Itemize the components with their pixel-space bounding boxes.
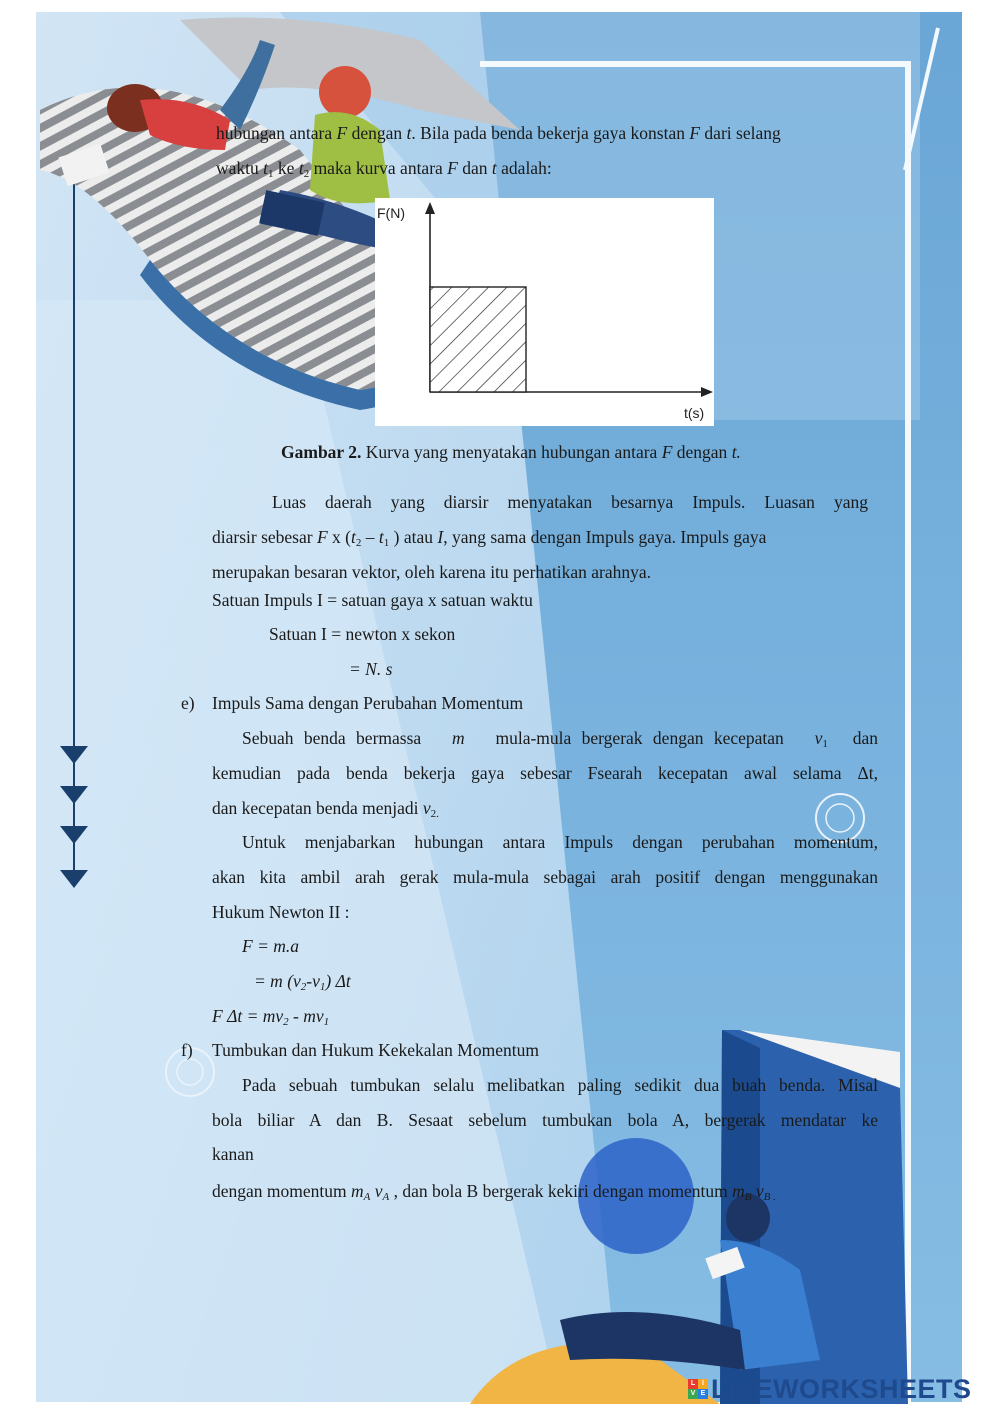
liveworksheets-logo[interactable] [688, 1374, 972, 1404]
section-f-title: Tumbukan dan Hukum Kekekalan Momentum [212, 1040, 539, 1060]
var-t: t [406, 123, 412, 143]
var-I: I [437, 527, 444, 547]
text-run: dari selang [700, 123, 781, 143]
section-f-marker: f) [181, 1040, 193, 1060]
var-v: v [422, 798, 431, 818]
figure-caption [281, 441, 741, 463]
text-run: hubungan antara [216, 123, 337, 143]
para1-line-2 [212, 526, 766, 548]
section-f-line-4 [212, 1180, 776, 1202]
text-run: F Δt = mv [212, 1006, 284, 1026]
text-run: mula-mula bergerak dengan kecepatan [485, 728, 795, 748]
text-run: , yang sama dengan Impuls gaya. Impuls gaya [443, 527, 767, 547]
caption-label: Gambar 2. [281, 442, 362, 462]
chart-xlabel: t(s) [684, 405, 705, 421]
chart-ylabel: F(N) [377, 205, 405, 221]
logo-letter: E [698, 1389, 708, 1399]
caption-text: dengan [672, 442, 732, 462]
para1-line-1: Luas daerah yang diarsir menyatakan besarnya Impuls. Luasan yang [272, 492, 868, 512]
var-v: v [814, 728, 823, 748]
text-run: ) atau [389, 527, 438, 547]
text-run: ) Δt [325, 971, 351, 991]
section-e-p1-line-2: kemudian pada benda bekerja gaya sebesar Fsearah kecepatan awal selama Δt, [212, 763, 878, 783]
var-t: t [378, 527, 384, 547]
text-run: dan kecepatan benda menjadi [212, 798, 423, 818]
units-line-3: = N. s [349, 659, 393, 679]
units-line-1: Satuan Impuls I = satuan gaya x satuan waktu [212, 590, 533, 610]
subscript: B [744, 1191, 752, 1203]
subscript: 2. [430, 808, 439, 820]
text-run: . Bila pada benda bekerja gaya konstan [411, 123, 690, 143]
section-f-line-2: bola biliar A dan B. Sesaat sebelum tumbukan bola A, bergerak mendatar ke [212, 1110, 878, 1130]
section-e-p1-line-3 [212, 797, 439, 819]
text-run: dan [848, 728, 878, 748]
var-t: t [263, 158, 269, 178]
text-run: adalah: [496, 158, 552, 178]
equation-2 [254, 970, 351, 992]
chart-y-arrow [425, 202, 435, 214]
text-run: waktu [216, 158, 264, 178]
subscript: 2 [303, 168, 310, 180]
text-run: , dan bola B bergerak kekiri dengan momentum [389, 1181, 733, 1201]
text-run: maka kurva antara [309, 158, 448, 178]
section-e-p1-line-1 [242, 727, 878, 749]
var-m: m [351, 1181, 364, 1201]
intro-line-1 [216, 122, 781, 144]
chart-impulse-area [430, 287, 526, 392]
var-t: t [351, 527, 356, 547]
sitting-girl-hair [319, 66, 371, 118]
text-run: dengan [347, 123, 407, 143]
section-e-p2-line-2: akan kita ambil arah gerak mula-mula sebagai arah positif dengan menggunakan [212, 867, 878, 887]
logo-letter: V [688, 1389, 698, 1399]
var-t: t. [731, 442, 741, 462]
var-F: F [661, 442, 673, 462]
subscript: 2 [283, 1016, 289, 1028]
equation-1: F = m.a [242, 936, 300, 956]
text-run: diarsir sebesar [212, 527, 317, 547]
var-F: F [316, 527, 328, 547]
intro-line-2 [216, 157, 552, 179]
text-run: – [361, 527, 379, 547]
subscript: 1 [268, 168, 274, 180]
section-e-p2-line-1: Untuk menjabarkan hubungan antara Impuls dengan perubahan momentum, [242, 832, 878, 852]
caption-text: Kurva yang menyatakan hubungan antara [361, 442, 662, 462]
liveworksheets-brand-text: LIVEWORKSHEETS [711, 1373, 972, 1404]
logo-letter: I [698, 1379, 708, 1389]
subscript: 1 [319, 981, 326, 993]
var-m: m [452, 728, 465, 748]
section-f-line-1: Pada sebuah tumbukan selalu melibatkan paling sedikit dua buah benda. Misal [242, 1075, 878, 1095]
text-run: x ( [327, 527, 351, 547]
text-run: dan [457, 158, 492, 178]
logo-letter: L [688, 1379, 698, 1389]
subscript: 1 [383, 537, 390, 549]
section-e-marker: e) [181, 693, 195, 713]
subscript: 1 [822, 738, 828, 750]
var-m: m [732, 1181, 745, 1201]
impulse-chart [375, 198, 714, 426]
impulse-chart-svg [375, 198, 714, 426]
var-F: F [447, 158, 458, 178]
section-f-line-3: kanan [212, 1144, 254, 1164]
text-run: - mv [288, 1006, 324, 1026]
subscript: B . [763, 1191, 776, 1203]
subscript: A [382, 1191, 390, 1203]
subscript: A [363, 1191, 371, 1203]
text-run: -v [306, 971, 320, 991]
units-line-2: Satuan I = newton x sekon [269, 624, 456, 644]
equation-3 [212, 1005, 329, 1027]
text-run: dengan momentum [212, 1181, 352, 1201]
text-run: = m (v [254, 971, 301, 991]
var-v: v [370, 1181, 383, 1201]
var-v: v [751, 1181, 764, 1201]
section-e-title: Impuls Sama dengan Perubahan Momentum [212, 693, 524, 713]
var-F: F [689, 123, 701, 143]
var-F: F [336, 123, 348, 143]
var-t: t [491, 158, 497, 178]
liveworksheets-logo-icon [688, 1379, 708, 1399]
section-e-p2-line-3: Hukum Newton II : [212, 902, 350, 922]
subscript: 1 [323, 1016, 330, 1028]
subscript: 2 [355, 537, 362, 549]
chart-x-arrow [701, 387, 713, 397]
text-run: ke [273, 158, 299, 178]
text-run: Sebuah benda bermassa [242, 728, 432, 748]
para1-line-3: merupakan besaran vektor, oleh karena itu perhatikan arahnya. [212, 562, 652, 582]
var-t: t [298, 158, 304, 178]
subscript: 2 [300, 981, 307, 993]
